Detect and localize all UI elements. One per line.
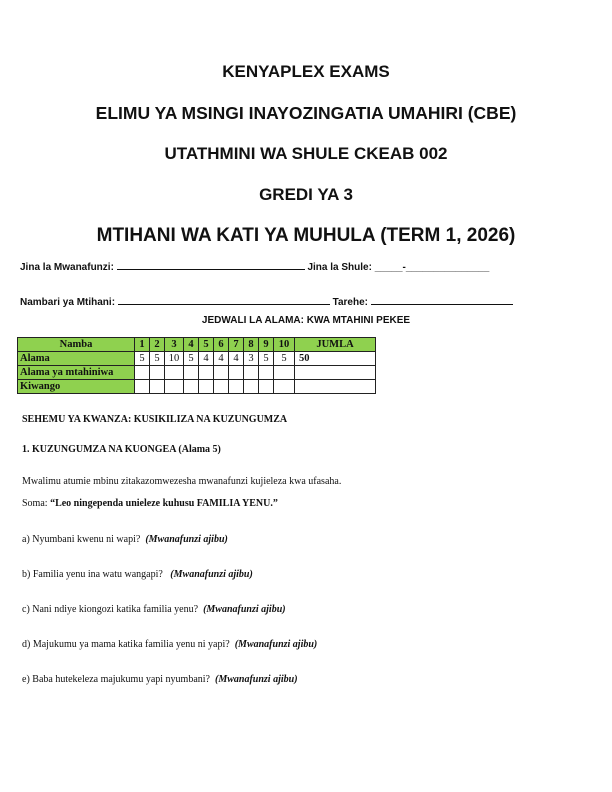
score-input-cell[interactable]	[184, 366, 199, 380]
level-input-cell[interactable]	[274, 380, 295, 394]
table-row	[18, 366, 376, 380]
col-header: 5	[199, 338, 214, 352]
question-text: d) Majukumu ya mama katika familia yenu ni yapi?	[22, 639, 230, 650]
question-text: c) Nani ndiye kiongozi katika familia yenu?	[22, 604, 199, 615]
table-cell: 5	[184, 352, 199, 366]
col-header: 3	[165, 338, 184, 352]
answer-note: (Mwanafunzi ajibu)	[215, 674, 298, 685]
school-name-label: Jina la Shule:	[307, 262, 372, 273]
score-input-cell[interactable]	[199, 366, 214, 380]
header-assessment-code: UTATHMINI WA SHULE CKEAB 002	[164, 144, 448, 163]
level-input-cell[interactable]	[229, 380, 244, 394]
exam-number-label: Nambari ya Mtihani:	[20, 297, 116, 308]
exam-number-date-row	[20, 294, 513, 308]
table-cell: 10	[165, 352, 184, 366]
date-label: Tarehe:	[332, 297, 368, 308]
table-cell: 4	[199, 352, 214, 366]
question-title: 1. KUZUNGUMZA NA KUONGEA (Alama 5)	[22, 444, 221, 455]
student-name-label: Jina la Mwanafunzi:	[20, 262, 114, 273]
score-input-cell[interactable]	[274, 366, 295, 380]
total-cell: 50	[295, 352, 376, 366]
header-curriculum: ELIMU YA MSINGI INAYOZINGATIA UMAHIRI (CBE)	[95, 103, 517, 123]
answer-note: (Mwanafunzi ajibu)	[234, 639, 318, 650]
header-grade: GREDI YA 3	[259, 185, 353, 204]
col-header: 2	[150, 338, 165, 352]
soma-label: Soma:	[22, 498, 51, 509]
marks-table	[17, 337, 376, 394]
score-input-cell[interactable]	[229, 366, 244, 380]
exam-number-field[interactable]	[118, 294, 330, 305]
answer-note: (Mwanafunzi ajibu)	[170, 569, 253, 580]
level-input-cell[interactable]	[135, 380, 150, 394]
col-header: 4	[184, 338, 199, 352]
level-input-cell[interactable]	[214, 380, 229, 394]
col-header: 10	[274, 338, 295, 352]
marks-table-header-row	[18, 338, 376, 352]
score-input-cell[interactable]	[150, 366, 165, 380]
soma-prompt: “Leo ningependa unieleze kuhusu FAMILIA YENU.”	[50, 498, 278, 509]
school-name-field[interactable]: _____-_______________	[374, 262, 490, 273]
table-cell: 3	[244, 352, 259, 366]
table-cell: 5	[135, 352, 150, 366]
soma-line	[22, 498, 278, 509]
score-input-cell[interactable]	[244, 366, 259, 380]
question-b	[22, 569, 253, 580]
question-d	[22, 639, 317, 650]
score-input-cell[interactable]	[214, 366, 229, 380]
row-label: Alama	[18, 352, 135, 366]
score-input-cell[interactable]	[259, 366, 274, 380]
level-input-cell[interactable]	[150, 380, 165, 394]
table-cell: 5	[150, 352, 165, 366]
table-cell: 4	[214, 352, 229, 366]
table-row	[18, 352, 376, 366]
level-input-cell[interactable]	[184, 380, 199, 394]
col-header: 9	[259, 338, 274, 352]
row-label: Alama ya mtahiniwa	[18, 366, 135, 380]
total-input-cell[interactable]	[295, 366, 376, 380]
student-name-field[interactable]	[117, 259, 305, 270]
answer-note: (Mwanafunzi ajibu)	[203, 604, 286, 615]
level-input-cell[interactable]	[165, 380, 184, 394]
total-input-cell[interactable]	[295, 380, 376, 394]
teacher-instruction: Mwalimu atumie mbinu zitakazomwezesha mwanafunzi kujieleza kwa ufasaha.	[22, 476, 342, 487]
level-input-cell[interactable]	[199, 380, 214, 394]
date-field[interactable]	[371, 294, 513, 305]
marks-table-caption: JEDWALI LA ALAMA: KWA MTAHINI PEKEE	[201, 315, 411, 326]
question-text: a) Nyumbani kwenu ni wapi?	[22, 534, 141, 545]
score-input-cell[interactable]	[165, 366, 184, 380]
table-row	[18, 380, 376, 394]
header-exam-title: MTIHANI WA KATI YA MUHULA (TERM 1, 2026)	[96, 225, 516, 246]
header-namba: Namba	[18, 338, 135, 352]
question-a	[22, 534, 228, 545]
score-input-cell[interactable]	[135, 366, 150, 380]
col-header: 8	[244, 338, 259, 352]
level-input-cell[interactable]	[244, 380, 259, 394]
question-text: e) Baba hutekeleza majukumu yapi nyumbani?	[22, 674, 210, 685]
table-cell: 5	[259, 352, 274, 366]
table-cell: 4	[229, 352, 244, 366]
table-cell: 5	[274, 352, 295, 366]
level-input-cell[interactable]	[259, 380, 274, 394]
col-header: 6	[214, 338, 229, 352]
student-school-row	[20, 259, 515, 273]
question-text: b) Familia yenu ina watu wangapi?	[22, 569, 163, 580]
section-title: SEHEMU YA KWANZA: KUSIKILIZA NA KUZUNGUMZA	[22, 414, 288, 425]
col-header-jumla: JUMLA	[295, 338, 376, 352]
col-header: 1	[135, 338, 150, 352]
row-label: Kiwango	[18, 380, 135, 394]
answer-note: (Mwanafunzi ajibu)	[145, 534, 228, 545]
header-exam-provider: KENYAPLEX EXAMS	[222, 62, 390, 81]
question-c	[22, 604, 286, 615]
question-e	[22, 674, 298, 685]
col-header: 7	[229, 338, 244, 352]
